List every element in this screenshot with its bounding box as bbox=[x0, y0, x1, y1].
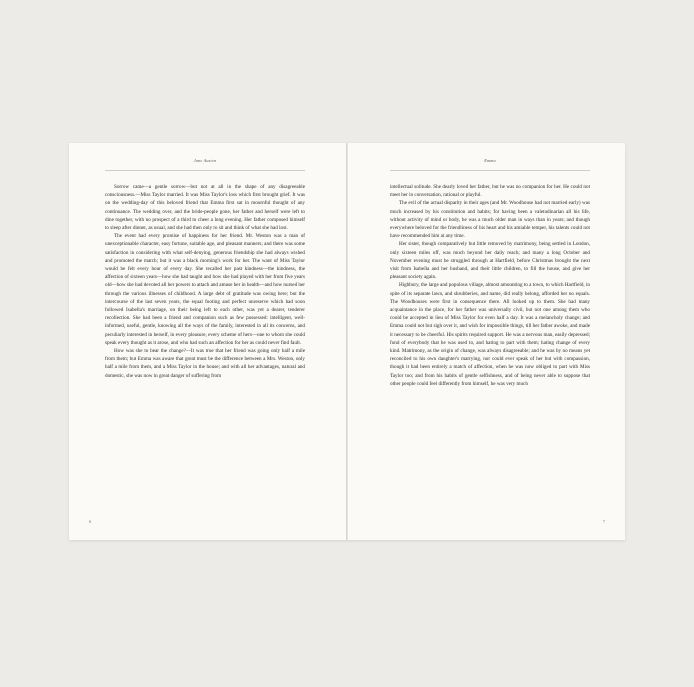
running-head-title: Emma bbox=[484, 158, 496, 163]
page-body bbox=[390, 183, 590, 388]
book-spread bbox=[69, 143, 625, 540]
paragraph: How was she to bear the change?—It was true that her friend was going only half a mile from them; but Emma was aware that great must be the difference between a Mrs. Weston, only half a mile from them, and a Miss Taylor in the house; and with all her advantages, natural and domestic, she was now in great danger of suffering from bbox=[105, 348, 305, 379]
paragraph: intellectual solitude. She dearly loved her father, but he was no companion for her. He could not meet her in conversation, rational or playful. bbox=[390, 184, 590, 199]
paragraph: The event had every promise of happiness for her friend. Mr. Weston was a man of unexceptionable character, easy fortune, suitable age, and pleasant manners; and there was some satisfaction in considering with what self-denying, generous friendship she had always wished and promoted the match; but it was a black morning's work for her. The want of Miss Taylor would be felt every hour of every day. She recalled her past kindness—the kindness, the affection of sixteen years—how she had taught and how she had played with her from five years old—how she had devoted all her powers to attach and amuse her in health—and how nursed her through the various illnesses of childhood. A large debt of gratitude was owing here; but the intercourse of the last seven years, the equal footing and perfect unreserve which had soon followed Isabella's marriage, on their being left to each other, was yet a dearer, tenderer recollection. She had been a friend and companion such as few possessed: intelligent, well-informed, useful, gentle, knowing all the ways of the family, interested in all its concerns, and peculiarly interested in herself, in every pleasure, every scheme of hers—one to whom she could speak every thought as it arose, and who had such an affection for her as could never find fault. bbox=[105, 233, 305, 346]
paragraph: Her sister, though comparatively but little removed by matrimony, being settled in London, only sixteen miles off, was much beyond her daily reach; and many a long October and November evening must be struggled through at Hartfield, before Christmas brought the next visit from Isabella and her husband, and their little children, to fill the house, and give her pleasant society again. bbox=[390, 241, 590, 281]
running-head-author: Jane Austen bbox=[193, 158, 217, 163]
page-number: 6 bbox=[89, 519, 92, 524]
left-page bbox=[69, 143, 347, 540]
header-rule bbox=[390, 170, 590, 171]
page-body bbox=[105, 183, 305, 380]
paragraph: Highbury, the large and populous village, almost amounting to a town, to which Hartfield, in spite of its separate lawn, and shrubberies, and name, did really belong, afforded her no equals. The Woodhouses were first in consequence there. All looked up to them. She had many acquaintance in the place, for her father was universally civil, but not one among them who could be accepted in lieu of Miss Taylor for even half a day. It was a melancholy change; and Emma could not but sigh over it, and wish for impossible things, till her father awoke, and made it necessary to be cheerful. His spirits required support. He was a nervous man, easily depressed; fond of everybody that he was used to, and hating to part with them; hating change of every kind. Matrimony, as the origin of change, was always disagreeable; and he was by no means yet reconciled to his own daughter's marrying, nor could ever speak of her but with compassion, though it had been entirely a match of affection, when he was now obliged to part with Miss Taylor too; and from his habits of gentle selfishness, and of being never able to suppose that other people could feel differently from himself, he was very much bbox=[390, 282, 590, 387]
paragraph: The evil of the actual disparity in their ages (and Mr. Woodhouse had not married early) was much increased by his constitution and habits; for having been a valetudinarian all his life, without activity of mind or body, he was a much older man in ways than in years; and though everywhere beloved for the friendliness of his heart and his amiable temper, his talents could not have recommended him at any time. bbox=[390, 200, 590, 240]
header-rule bbox=[105, 170, 305, 171]
page-number: 7 bbox=[602, 519, 605, 524]
paragraph: Sorrow came—a gentle sorrow—but not at all in the shape of any disagreeable consciousness.—Miss Taylor married. It was Miss Taylor's loss which first brought grief. It was on the wedding-day of this beloved friend that Emma first sat in mournful thought of any continuance. The wedding over, and the bride-people gone, her father and herself were left to dine together, with no prospect of a third to cheer a long evening. Her father composed himself to sleep after dinner, as usual, and she had then only to sit and think of what she had lost. bbox=[105, 184, 305, 232]
right-page bbox=[347, 143, 625, 540]
